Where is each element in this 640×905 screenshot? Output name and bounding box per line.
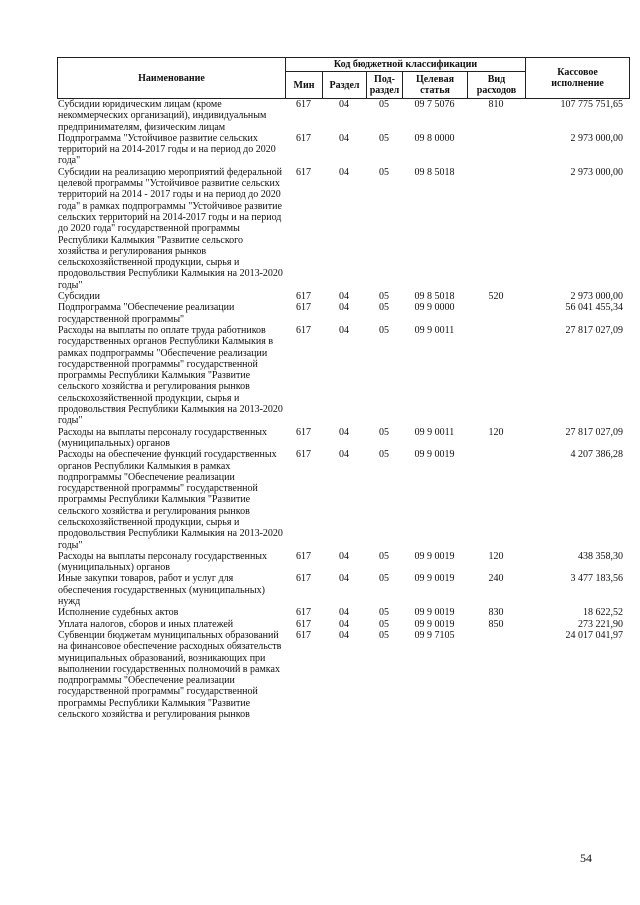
cell-podrazdel: 05 bbox=[379, 449, 389, 461]
cell-podrazdel: 05 bbox=[379, 302, 389, 314]
cell-min: 617 bbox=[296, 618, 311, 630]
cell-amount: 56 041 455,34 bbox=[565, 302, 623, 314]
cell-min: 617 bbox=[296, 573, 311, 585]
table-row bbox=[57, 551, 629, 574]
table-row bbox=[57, 573, 629, 607]
cell-celevaya: 09 9 0019 bbox=[414, 449, 455, 461]
cell-name: Подпрограмма "Обеспечение реализации государственной программы" bbox=[58, 302, 235, 325]
cell-amount: 27 817 027,09 bbox=[565, 324, 623, 336]
cell-razdel: 04 bbox=[339, 426, 349, 438]
cell-vid: 810 bbox=[488, 99, 504, 110]
cell-amount: 24 017 041,97 bbox=[565, 629, 623, 641]
cell-celevaya: 09 9 0011 bbox=[414, 324, 455, 336]
cell-podrazdel: 05 bbox=[379, 166, 389, 178]
cell-min: 617 bbox=[296, 324, 311, 336]
cell-vid: 120 bbox=[488, 550, 504, 562]
cell-min: 617 bbox=[296, 426, 311, 438]
cell-min: 617 bbox=[296, 449, 311, 461]
cell-razdel: 04 bbox=[339, 629, 349, 641]
cell-celevaya: 09 9 0019 bbox=[414, 607, 455, 619]
cell-name: Уплата налогов, сборов и иных платежей bbox=[58, 618, 234, 630]
cell-podrazdel: 05 bbox=[379, 629, 389, 641]
table-row bbox=[57, 133, 629, 167]
cell-amount: 18 622,52 bbox=[583, 607, 623, 619]
cell-razdel: 04 bbox=[339, 449, 349, 461]
header-razdel: Раздел bbox=[323, 72, 367, 99]
header-podrazdel: Под- раздел bbox=[367, 72, 403, 99]
cell-vid: 120 bbox=[488, 426, 504, 438]
cell-vid bbox=[467, 325, 525, 427]
cell-name: Субсидии юридическим лицам (кроме некоммерческих организаций), индивидуальным предпринимателям, физическим лицам bbox=[58, 99, 267, 133]
header-name: Наименование bbox=[58, 58, 286, 99]
cell-razdel: 04 bbox=[339, 573, 349, 585]
cell-vid bbox=[467, 167, 525, 291]
cell-podrazdel: 05 bbox=[379, 618, 389, 630]
table-row bbox=[57, 449, 629, 551]
cell-podrazdel: 05 bbox=[379, 324, 389, 336]
cell-name: Расходы на выплаты по оплате труда работников государственных органов Республики Калмыкия в рамках подпрограммы "Обеспечение реализации государственной программы" государственной программы Республики Калмыкия "Развитие сельского хозяйства и регулирования рынков сельскохозяйственной продукции, сырья и продовольствия Республики Калмыкия на 2013-2020 годы" bbox=[58, 324, 283, 427]
cell-vid: 240 bbox=[488, 573, 504, 585]
cell-podrazdel: 05 bbox=[379, 99, 389, 110]
cell-razdel: 04 bbox=[339, 166, 349, 178]
cell-name: Субсидии bbox=[58, 291, 100, 303]
cell-vid: 850 bbox=[488, 618, 504, 630]
table-row bbox=[57, 630, 629, 720]
cell-podrazdel: 05 bbox=[379, 573, 389, 585]
cell-min: 617 bbox=[296, 132, 311, 144]
header-min: Мин bbox=[286, 72, 323, 99]
cell-podrazdel: 05 bbox=[379, 132, 389, 144]
cell-vid: 520 bbox=[488, 291, 504, 303]
cell-razdel: 04 bbox=[339, 132, 349, 144]
cell-min: 617 bbox=[296, 629, 311, 641]
cell-min: 617 bbox=[296, 291, 311, 303]
cell-name: Подпрограмма "Устойчивое развитие сельских территорий на 2014-2017 годы и на период до 2020 года" bbox=[58, 132, 276, 167]
table-body bbox=[57, 99, 629, 720]
cell-amount: 3 477 183,56 bbox=[570, 573, 623, 585]
cell-amount: 2 973 000,00 bbox=[570, 291, 623, 303]
page-number: 54 bbox=[580, 851, 592, 865]
cell-razdel: 04 bbox=[339, 99, 349, 110]
cell-name: Исполнение судебных актов bbox=[58, 607, 179, 619]
cell-min: 617 bbox=[296, 166, 311, 178]
cell-min: 617 bbox=[296, 99, 311, 110]
cell-celevaya: 09 9 7105 bbox=[414, 629, 455, 641]
cell-celevaya: 09 9 0000 bbox=[414, 302, 455, 314]
cell-vid bbox=[467, 449, 525, 551]
cell-amount: 27 817 027,09 bbox=[565, 426, 623, 438]
table-row bbox=[57, 302, 629, 325]
cell-razdel: 04 bbox=[339, 302, 349, 314]
cell-name: Расходы на выплаты персоналу государственных (муниципальных) органов bbox=[58, 550, 268, 574]
table-row bbox=[57, 427, 629, 450]
cell-amount: 4 207 386,28 bbox=[570, 449, 623, 461]
cell-amount: 273 221,90 bbox=[578, 618, 623, 630]
cell-podrazdel: 05 bbox=[379, 550, 389, 562]
table-row bbox=[57, 167, 629, 291]
cell-celevaya: 09 7 5076 bbox=[414, 99, 455, 110]
cell-vid bbox=[467, 302, 525, 325]
cell-razdel: 04 bbox=[339, 550, 349, 562]
cell-amount: 107 775 751,65 bbox=[560, 99, 623, 110]
cell-razdel: 04 bbox=[339, 291, 349, 303]
header-kassovoe: Кассовое исполнение bbox=[526, 58, 630, 99]
cell-name: Иные закупки товаров, работ и услуг для обеспечения государственных (муниципальных) нужд bbox=[58, 573, 265, 608]
cell-razdel: 04 bbox=[339, 607, 349, 619]
cell-name: Расходы на обеспечение функций государственных органов Республики Калмыкия в рамках подпрограммы "Обеспечение реализации государственной программы" государственной программы Республики Калмыкия "Развитие сельского хозяйства и регулирования рынков сельскохозяйственной продукции, сырья и продовольствия Республики Калмыкия на 2013-2020 годы" bbox=[58, 449, 283, 551]
table-row bbox=[57, 607, 629, 618]
header-vid: Вид расходов bbox=[468, 72, 526, 99]
header-code-group: Код бюджетной классификации bbox=[286, 58, 526, 72]
cell-min: 617 bbox=[296, 550, 311, 562]
cell-celevaya: 09 9 0011 bbox=[414, 426, 455, 438]
cell-vid bbox=[467, 630, 525, 720]
cell-celevaya: 09 8 0000 bbox=[414, 132, 455, 144]
cell-podrazdel: 05 bbox=[379, 426, 389, 438]
cell-celevaya: 09 9 0019 bbox=[414, 618, 455, 630]
table-row bbox=[57, 99, 629, 133]
table-row bbox=[57, 619, 629, 630]
cell-celevaya: 09 8 5018 bbox=[414, 291, 455, 303]
cell-podrazdel: 05 bbox=[379, 607, 389, 619]
table-row bbox=[57, 325, 629, 427]
table-row bbox=[57, 291, 629, 302]
cell-razdel: 04 bbox=[339, 618, 349, 630]
cell-celevaya: 09 9 0019 bbox=[414, 573, 455, 585]
cell-min: 617 bbox=[296, 607, 311, 619]
cell-name: Расходы на выплаты персоналу государственных (муниципальных) органов bbox=[58, 426, 268, 449]
cell-razdel: 04 bbox=[339, 324, 349, 336]
header-celevaya: Целевая статья bbox=[403, 72, 468, 99]
cell-amount: 438 358,30 bbox=[578, 550, 623, 562]
budget-table-page bbox=[57, 57, 629, 720]
cell-min: 617 bbox=[296, 302, 311, 314]
cell-podrazdel: 05 bbox=[379, 291, 389, 303]
cell-vid bbox=[467, 133, 525, 167]
cell-name: Субвенции бюджетам муниципальных образований на финансовое обеспечение расходных обязательств муниципальных образований, возникающих при выполнении государственных полномочий в рамках подпрограммы "Обеспечение реализации государственной программы" государственной программы Республики Калмыкия "Развитие сельского хозяйства и регулирования рынков bbox=[58, 629, 282, 721]
cell-celevaya: 09 8 5018 bbox=[414, 166, 455, 178]
cell-celevaya: 09 9 0019 bbox=[414, 550, 455, 562]
cell-amount: 2 973 000,00 bbox=[570, 166, 623, 178]
cell-name: Субсидии на реализацию мероприятий федеральной целевой программы "Устойчивое развитие сельских территорий на 2014 - 2017 годы и на период до 2020 года" в рамках подпрограммы "Устойчивое развитие сельских территорий на 2014-2017 годы и на период до 2020 года" государственной программы Республики Калмыкия "Развитие сельского хозяйства и регулирования рынков сельскохозяйственной продукции, сырья и продовольствия Республики Калмыкия на 2013-2020 годы" bbox=[58, 166, 283, 291]
table-header bbox=[57, 57, 630, 99]
cell-vid: 830 bbox=[488, 607, 504, 619]
cell-amount: 2 973 000,00 bbox=[570, 132, 623, 144]
